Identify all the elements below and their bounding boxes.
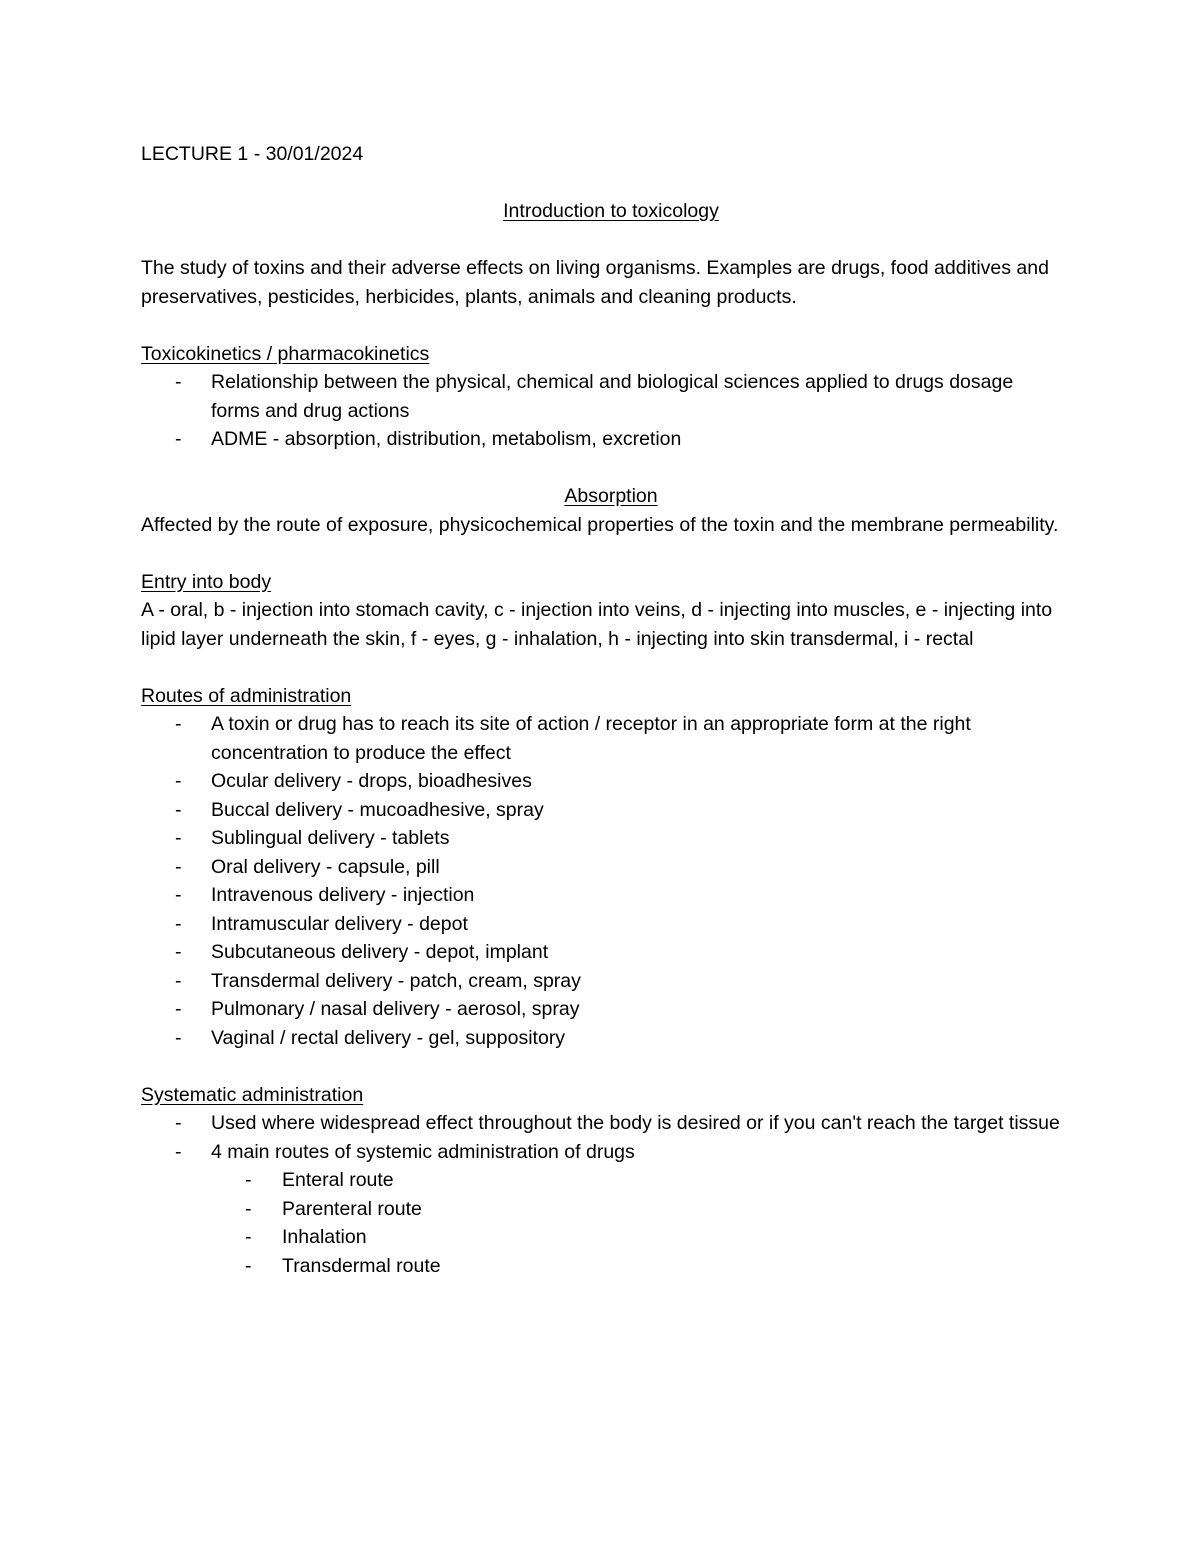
spacer xyxy=(141,454,1061,483)
list-item: - Sublingual delivery - tablets xyxy=(141,824,1061,853)
list-item: - Subcutaneous delivery - depot, implant xyxy=(141,938,1061,967)
sub-list-item: - Inhalation xyxy=(141,1223,1061,1252)
spacer xyxy=(141,226,1061,255)
routes-list xyxy=(141,710,1061,1052)
spacer xyxy=(141,169,1061,198)
toxicokinetics-list xyxy=(141,368,1061,454)
systematic-sub-list xyxy=(141,1166,1061,1280)
document-page xyxy=(141,140,1061,1280)
list-item: - Used where widespread effect throughout the body is desired or if you can't reach the target tissue xyxy=(141,1109,1061,1138)
absorption-paragraph: Affected by the route of exposure, physicochemical properties of the toxin and the membrane permeability. xyxy=(141,513,1059,536)
sub-list-item: - Transdermal route xyxy=(141,1252,1061,1281)
list-item: - Transdermal delivery - patch, cream, spray xyxy=(141,967,1061,996)
sub-list-item: - Enteral route xyxy=(141,1166,1061,1195)
list-item: - Pulmonary / nasal delivery - aerosol, spray xyxy=(141,995,1061,1024)
spacer xyxy=(141,539,1061,568)
list-item: - ADME - absorption, distribution, metabolism, excretion xyxy=(141,425,1061,454)
list-item: - Intramuscular delivery - depot xyxy=(141,910,1061,939)
systematic-heading: Systematic administration xyxy=(141,1083,364,1106)
list-item: - A toxin or drug has to reach its site of action / receptor in an appropriate form at the right concentration to produce the effect xyxy=(141,710,1061,767)
routes-heading: Routes of administration xyxy=(141,684,352,707)
entry-paragraph: A - oral, b - injection into stomach cavity, c - injection into veins, d - injecting into muscles, e - injecting into lipid layer underneath the skin, f - eyes, g - inhalation, h - injecting into skin transdermal, i - rectal xyxy=(141,599,1053,650)
list-item: - Relationship between the physical, chemical and biological sciences applied to drugs dosage forms and drug actions xyxy=(141,368,1061,425)
sub-list-item: - Parenteral route xyxy=(141,1195,1061,1224)
document-title: Introduction to toxicology xyxy=(503,200,719,222)
list-item: - Vaginal / rectal delivery - gel, suppository xyxy=(141,1024,1061,1053)
absorption-heading: Absorption xyxy=(564,485,658,507)
lecture-header: LECTURE 1 - 30/01/2024 xyxy=(141,143,364,165)
spacer xyxy=(141,1052,1061,1081)
entry-heading: Entry into body xyxy=(141,570,272,593)
list-item: - Ocular delivery - drops, bioadhesives xyxy=(141,767,1061,796)
list-item: - 4 main routes of systemic administration of drugs xyxy=(141,1138,1061,1167)
list-item: - Buccal delivery - mucoadhesive, spray xyxy=(141,796,1061,825)
list-item: - Oral delivery - capsule, pill xyxy=(141,853,1061,882)
spacer xyxy=(141,311,1061,340)
list-item: - Intravenous delivery - injection xyxy=(141,881,1061,910)
toxicokinetics-heading: Toxicokinetics / pharmacokinetics xyxy=(141,342,430,365)
intro-paragraph: The study of toxins and their adverse effects on living organisms. Examples are drugs, food additives and preservatives, pesticides, herbicides, plants, animals and cleaning products. xyxy=(141,257,1049,308)
spacer xyxy=(141,653,1061,682)
systematic-list xyxy=(141,1109,1061,1166)
